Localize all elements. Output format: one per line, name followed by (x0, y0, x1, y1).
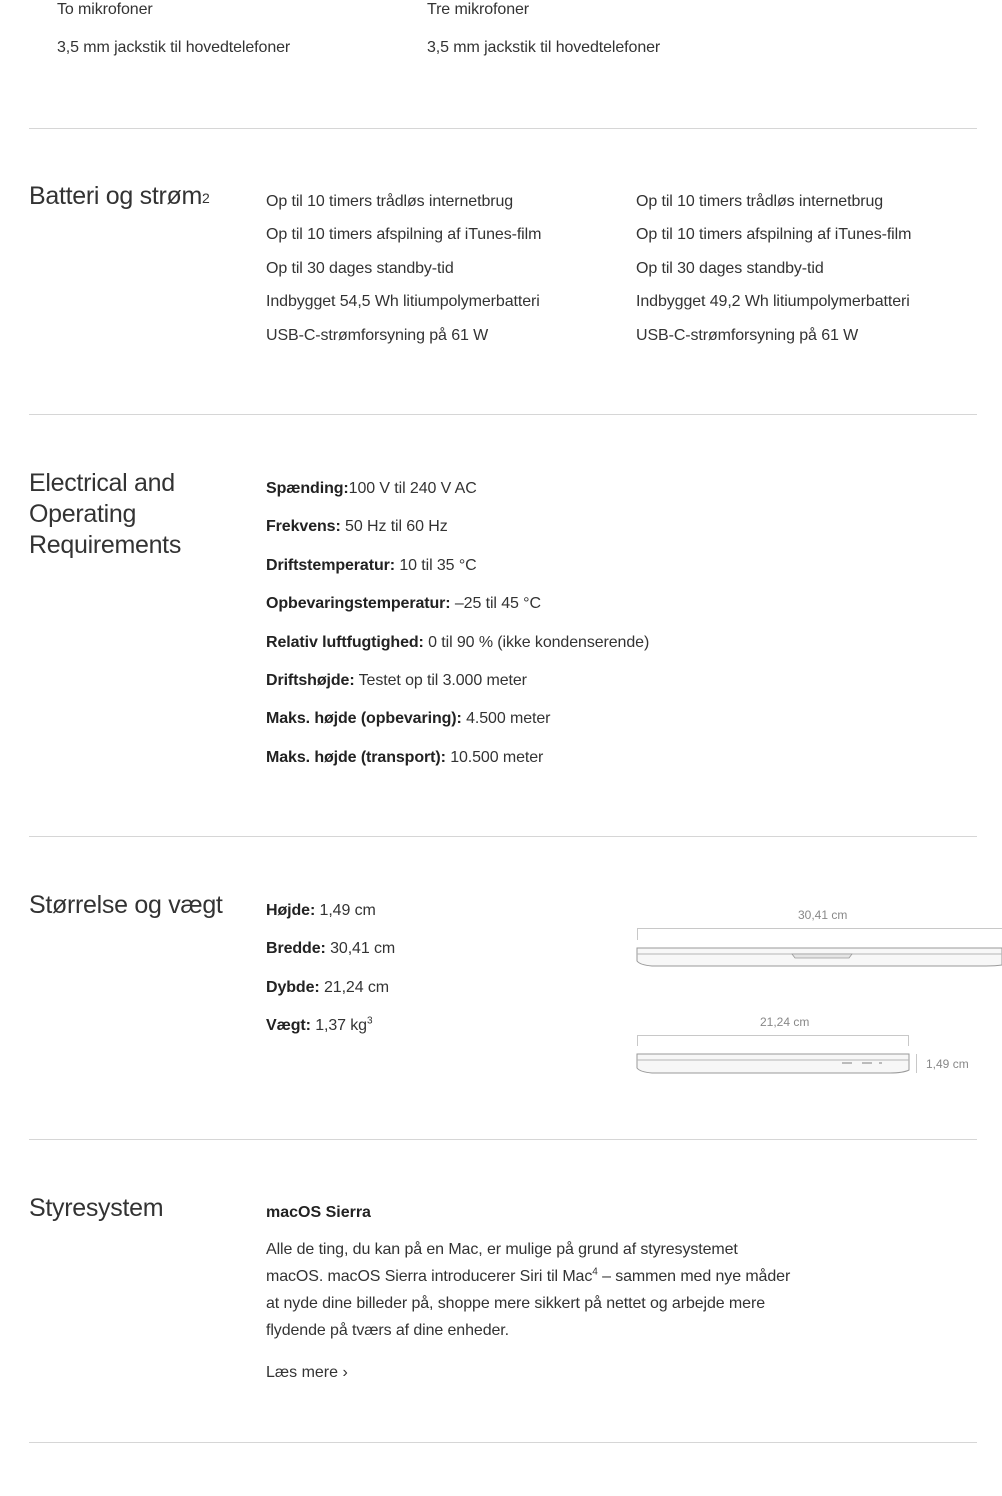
spec-value: 30,41 cm (325, 940, 396, 958)
spec-label: Relativ luftfugtighed: (266, 633, 424, 651)
spec-value: 100 V til 240 V AC (348, 480, 477, 497)
spec-value: 50 Hz til 60 Hz (340, 518, 448, 536)
height-dimension-label: 1,49 cm (926, 1057, 969, 1071)
battery-item: Indbygget 54,5 Wh litiumpolymerbatteri (266, 293, 540, 311)
battery-item: Op til 10 timers afspilning af iTunes-film (266, 226, 542, 244)
os-description (266, 1236, 796, 1344)
spec-value: 10 til 35 °C (395, 556, 477, 574)
section-divider (29, 414, 977, 415)
spec-row (266, 594, 649, 632)
spec-label: Spænding: (266, 480, 349, 497)
battery-item: Op til 10 timers trådløs internetbrug (636, 193, 884, 210)
spec-row (266, 633, 649, 671)
top-col1-item: 3,5 mm jackstik til hovedtelefoner (57, 39, 291, 56)
battery-item: Op til 30 dages standby-tid (266, 259, 454, 277)
battery-title-text: Batteri og strøm (29, 182, 203, 210)
size-specs (266, 901, 395, 1055)
section-divider (29, 1442, 977, 1443)
spec-label: Opbevaringstemperatur: (266, 595, 451, 613)
spec-row (266, 556, 649, 594)
spec-row (266, 978, 395, 1016)
battery-title-footnote: 2 (202, 190, 210, 206)
top-col1-item: To mikrofoner (57, 1, 153, 18)
spec-value: 21,24 cm (319, 978, 389, 996)
section-divider (29, 128, 977, 129)
battery-item: USB-C-strømforsyning på 61 W (636, 326, 859, 344)
os-name: macOS Sierra (266, 1204, 371, 1221)
spec-label: Frekvens: (266, 518, 341, 536)
battery-title (29, 181, 210, 212)
size-title: Størrelse og vægt (29, 891, 223, 919)
side-port (879, 1062, 882, 1064)
spec-value: 1,37 kg (310, 1017, 367, 1035)
spec-value: 10.500 meter (445, 748, 544, 766)
spec-value: –25 til 45 °C (450, 595, 541, 613)
os-title: Styresystem (29, 1194, 164, 1222)
spec-label: Driftshøjde: (266, 671, 355, 689)
spec-row (266, 517, 649, 555)
spec-value: 1,49 cm (315, 902, 376, 919)
siri-footnote: 4 (592, 1266, 598, 1278)
spec-label: Maks. højde (transport): (266, 748, 446, 766)
top-col2-item: 3,5 mm jackstik til hovedtelefoner (427, 39, 661, 56)
spec-row (266, 709, 649, 747)
battery-item: Op til 30 dages standby-tid (636, 259, 824, 277)
spec-row (266, 479, 649, 517)
battery-item: Indbygget 49,2 Wh litiumpolymerbatteri (636, 293, 910, 311)
weight-footnote: 3 (366, 1015, 373, 1027)
spec-row (266, 1016, 395, 1054)
spec-label: Maks. højde (opbevaring): (266, 710, 462, 728)
spec-label: Højde: (266, 902, 316, 919)
spec-value: Testet op til 3.000 meter (354, 671, 527, 689)
electrical-title: Electrical and Operating Requirements (29, 469, 182, 559)
section-divider (29, 1139, 977, 1140)
spec-row (266, 901, 395, 939)
spec-label: Vægt: (266, 1017, 311, 1035)
spec-row (266, 671, 649, 709)
laptop-front-notch (792, 954, 852, 958)
battery-list-col2 (636, 192, 911, 359)
section-divider (29, 836, 977, 837)
side-port (862, 1062, 872, 1064)
battery-item: Op til 10 timers trådløs internetbrug (266, 193, 514, 210)
os-description-part1: Alle de ting, du kan på en Mac, er mulige på grund af styresystemet macOS. macOS Sierra introducerer Siri til Mac (266, 1241, 738, 1285)
electrical-specs (266, 479, 649, 786)
battery-list-col1 (266, 192, 541, 359)
depth-dimension-label: 21,24 cm (760, 1015, 810, 1029)
width-dimension-label: 30,41 cm (798, 908, 848, 922)
spec-row (266, 939, 395, 977)
spec-value: 0 til 90 % (ikke kondenserende) (423, 633, 650, 651)
read-more-link[interactable]: Læs mere › (266, 1364, 348, 1381)
battery-item: USB-C-strømforsyning på 61 W (266, 326, 489, 344)
spec-label: Driftstemperatur: (266, 556, 395, 574)
side-port (842, 1062, 852, 1064)
spec-label: Bredde: (266, 940, 326, 958)
spec-value: 4.500 meter (461, 710, 551, 728)
battery-item: Op til 10 timers afspilning af iTunes-film (636, 226, 912, 244)
spec-label: Dybde: (266, 978, 320, 996)
os-description-part2: – sammen med nye måder at nyde dine billeder på, shoppe mere sikkert på nettet og arbejde mere flydende på tværs af dine enheder. (266, 1268, 791, 1339)
spec-row (266, 748, 649, 786)
top-col2-item: Tre mikrofoner (427, 1, 530, 18)
